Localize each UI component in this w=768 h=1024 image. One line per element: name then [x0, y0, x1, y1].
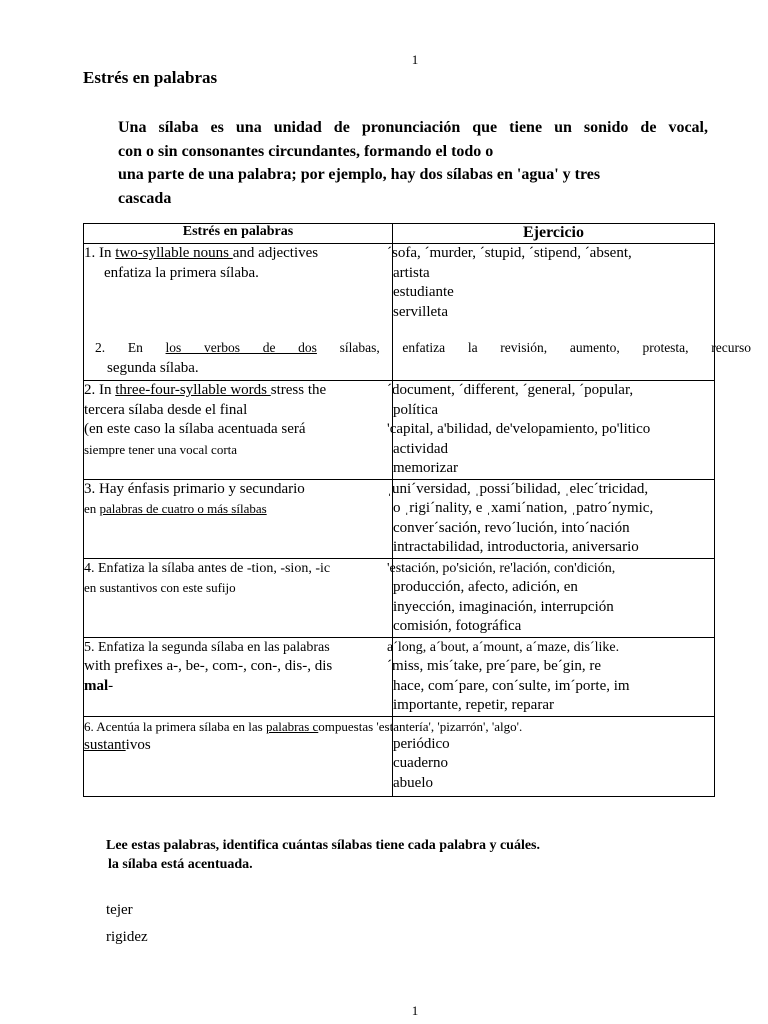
- rule-1-sub-prefix: 2. En: [95, 340, 166, 355]
- rule-5-mal: mal: [84, 677, 109, 694]
- intro-line-2: con o sin consonantes circundantes, formando el todo o: [118, 142, 494, 160]
- rule-1-underlined: two-syllable nouns: [115, 245, 233, 261]
- exercise-cell-4: [387, 558, 715, 637]
- rule-5-line-1: 5. Enfatiza la segunda sílaba en las palabras: [84, 639, 330, 655]
- page-title: Estrés en palabras: [83, 68, 218, 87]
- exercise-cell-2: [387, 381, 715, 480]
- exercise-2-line: política: [393, 401, 438, 418]
- exercise-cell-5: [387, 637, 715, 716]
- rule-6-line-2: [84, 736, 392, 756]
- exercise-5-line: importante, repetir, reparar: [393, 697, 554, 713]
- rule-2-underlined: three-four-syllable words: [115, 382, 271, 398]
- table-row: [84, 716, 715, 796]
- table-row: [84, 381, 715, 480]
- rule-1-prefix: 1. In: [84, 245, 116, 261]
- exercise-2-line: 'capital, a'bilidad, de'velopamiento, po'litico: [387, 421, 651, 437]
- exercise-2-line: actividad: [393, 440, 448, 457]
- exercise-5-line: a´long, a´bout, a´mount, a´maze, dis´like.: [387, 639, 620, 655]
- instruction-line-1: Lee estas palabras, identifica cuántas sílabas tiene cada palabra y cuáles.: [106, 838, 541, 853]
- exercise-6-line: abuelo: [393, 774, 433, 791]
- word-item: rigidez: [106, 929, 148, 945]
- rule-2-line-2: tercera sílaba desde el final: [84, 401, 248, 418]
- table-header-row: [84, 224, 715, 244]
- rule-6-suffix-2: ivos: [125, 737, 151, 753]
- rule-3-underlined: palabras de cuatro o más sílabas: [99, 501, 267, 516]
- header-rules: Estrés en palabras: [84, 224, 393, 244]
- exercise-1-line: servilleta: [393, 303, 448, 320]
- rule-2-line-4: siempre tener una vocal corta: [84, 441, 238, 457]
- rule-2-line-3: (en este caso la sílaba acentuada será: [84, 421, 306, 437]
- exercise-5-line: ´miss, mis´take, pre´pare, be´gin, re: [387, 658, 602, 674]
- intro-line-3: una parte de una palabra; por ejemplo, hay dos sílabas en 'agua' y tres: [118, 166, 601, 183]
- exercise-4-line: inyección, imaginación, interrupción: [393, 598, 614, 615]
- table-row: [84, 637, 715, 716]
- rule-2-line-1: [84, 381, 392, 401]
- rule-5-line-2: with prefixes a-, be-, com-, con-, dis-, dis: [84, 658, 333, 674]
- rule-1-line-1: [84, 244, 392, 264]
- rule-1-sub-line-2: segunda sílaba.: [107, 360, 199, 376]
- stress-rules-table: [83, 223, 751, 797]
- exercise-6-line: periódico: [393, 735, 450, 752]
- rule-cell-5: [84, 637, 393, 716]
- exercise-cell-3: [387, 479, 715, 558]
- rule-3-line-1: 3. Hay énfasis primario y secundario: [84, 480, 305, 497]
- exercise-4-line: comisión, fotográfica: [393, 618, 522, 634]
- table-row: [84, 479, 715, 558]
- rule-6-line-1: [84, 717, 523, 737]
- exercise-3-line: intractabilidad, introductoria, aniversario: [393, 539, 639, 555]
- instruction-line-2: la sílaba está acentuada.: [108, 857, 253, 872]
- exercise-3-line: o ˌrigi´nality, e ˌxami´nation, ˌpatro´nymic,: [393, 500, 654, 516]
- exercise-1-line: estudiante: [393, 284, 454, 300]
- rule-6-prefix: 6. Acentúa la primera sílaba en las: [84, 718, 266, 734]
- exercise-1-line: ´sofa, ´murder, ´stupid, ´stipend, ´absent,: [387, 245, 632, 261]
- rule-4-line-2: en sustantivos con este sufijo: [84, 580, 236, 595]
- header-exercise: Ejercicio: [393, 224, 715, 244]
- rule-1-suffix: and adjectives: [232, 245, 319, 261]
- word-item: tejer: [106, 902, 133, 918]
- rule-cell-2: [84, 381, 393, 480]
- intro-line-4: cascada: [118, 189, 172, 207]
- rule-5-line-3: [84, 677, 392, 697]
- table-row: [84, 244, 715, 381]
- rule-1-sub-line-1: [95, 338, 751, 358]
- exercise-4-line: 'estación, po'sición, re'lación, con'dición,: [387, 560, 616, 576]
- instruction-paragraph: [106, 836, 540, 874]
- rule-3-line-2: [84, 499, 392, 519]
- rule-cell-4: [84, 558, 393, 637]
- table-row: [84, 558, 715, 637]
- rule-1-line-2: enfatiza la primera sílaba.: [104, 264, 259, 281]
- rule-4-line-1: 4. Enfatiza la sílaba antes de -tion, -sion, -ic: [84, 560, 331, 576]
- exercise-6-line: cuaderno: [393, 755, 448, 771]
- rule-cell-3: [84, 479, 393, 558]
- intro-paragraph: [118, 116, 708, 210]
- exercise-3-line: ˌuni´versidad, ˌpossi´bilidad, ˌelec´tricidad,: [387, 480, 649, 497]
- rule-6-underlined: palabras c: [265, 718, 319, 734]
- exercise-3-line: conver´sación, revo´lución, into´nación: [393, 519, 630, 536]
- rule-3-prefix: en: [84, 501, 100, 516]
- rule-6-suffix: ompuestas 'estantería', 'pizarrón', 'algo'.: [318, 718, 523, 734]
- rule-6-underlined-2: sustant: [84, 737, 126, 753]
- rule-1-sub-suffix: sílabas, enfatiza la revisión, aumento, protesta, recurso: [316, 340, 751, 355]
- exercise-2-line: memorizar: [393, 460, 458, 476]
- rule-1-sub-underlined: los verbos de dos: [165, 340, 317, 355]
- rule-2-suffix: stress the: [270, 382, 327, 398]
- page-number-bottom: 1: [411, 1003, 419, 1018]
- rule-1-sub: [95, 338, 751, 378]
- exercise-2-line: ´document, ´different, ´general, ´popular,: [387, 382, 634, 398]
- exercise-4-line: producción, afecto, adición, en: [393, 579, 578, 595]
- exercise-5-line: hace, com´pare, con´sulte, im´porte, im: [393, 677, 630, 694]
- intro-line-1: Una sílaba es una unidad de pronunciación que tiene un sonido de vocal,: [118, 119, 708, 136]
- page-number-top: 1: [411, 52, 419, 67]
- rule-5-dash: -: [108, 677, 114, 694]
- rule-2-prefix: 2. In: [84, 382, 116, 398]
- exercise-1-line: artista: [393, 264, 430, 281]
